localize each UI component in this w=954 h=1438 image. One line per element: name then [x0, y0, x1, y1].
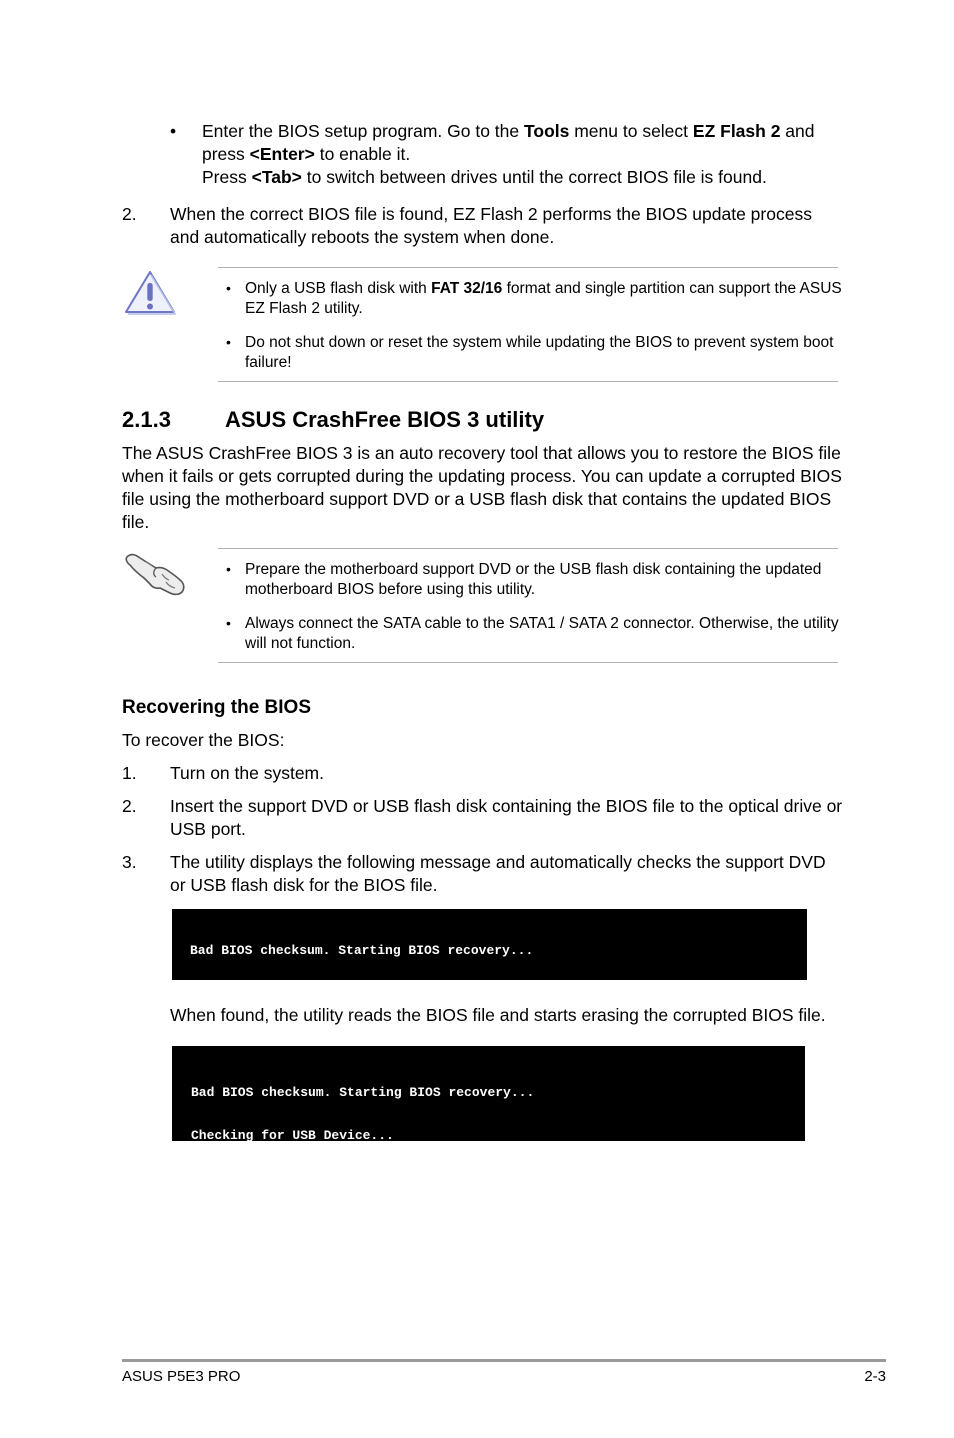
divider	[218, 381, 838, 382]
warning-text	[245, 279, 842, 299]
page-number: 2-3	[864, 1368, 886, 1385]
key-name: <Enter>	[249, 144, 315, 164]
warning-text: EZ Flash 2 utility.	[245, 300, 363, 317]
console-line: Bad BIOS checksum. Starting BIOS recovery...	[191, 1084, 535, 1100]
step-text: Turn on the system.	[170, 763, 324, 783]
intro-text: To recover the BIOS:	[122, 730, 285, 750]
console-line: USB Device found.	[191, 1171, 324, 1187]
step-text: and automatically reboots the system when done.	[170, 227, 555, 247]
text: and	[780, 121, 815, 141]
console-line: Reading file “P5E3PRO.ROM”. Completed.	[191, 1214, 488, 1230]
text: Press	[202, 167, 252, 187]
instruction-line	[202, 166, 767, 189]
step-text: The utility displays the following message and automatically checks the support DVD	[170, 852, 826, 872]
menu-name: Tools	[523, 121, 570, 141]
text: press	[202, 144, 250, 164]
text: menu to select	[569, 121, 693, 141]
utility-name: EZ Flash 2	[692, 121, 781, 141]
text: Only a USB flash disk with	[245, 280, 432, 297]
warning-text: failure!	[245, 354, 292, 371]
console-line: Checking for USB Device...	[191, 1128, 394, 1144]
bullet-marker: •	[226, 280, 231, 296]
bullet-marker: •	[226, 561, 231, 577]
paragraph-line: The ASUS CrashFree BIOS 3 is an auto recovery tool that allows you to restore the BIOS file	[122, 443, 841, 463]
console-line: Bad BIOS checksum. Starting BIOS recovery...	[190, 942, 534, 958]
step-number: 2.	[122, 204, 137, 224]
console-line: Checking for CD-ROM...	[190, 986, 362, 1002]
step-number: 2.	[122, 796, 137, 816]
subsection-heading: Recovering the BIOS	[122, 697, 311, 718]
note-text: motherboard BIOS before using this utility.	[245, 581, 536, 598]
console-output	[172, 1046, 805, 1273]
divider	[218, 662, 838, 663]
pointing-hand-icon	[122, 548, 188, 598]
step-number: 1.	[122, 763, 137, 783]
section-title: ASUS CrashFree BIOS 3 utility	[225, 407, 545, 432]
bullet-marker: •	[170, 121, 177, 141]
bullet-marker: •	[226, 615, 231, 631]
note-text: Prepare the motherboard support DVD or the USB flash disk containing the updated	[245, 561, 822, 578]
note-text: Always connect the SATA cable to the SATA1 / SATA 2 connector. Otherwise, the utility	[245, 615, 839, 632]
divider	[218, 548, 838, 549]
step-text: USB port.	[170, 819, 246, 839]
step-text: When the correct BIOS file is found, EZ Flash 2 performs the BIOS update process	[170, 204, 812, 224]
warning-icon	[122, 266, 178, 318]
text: format and single partition can support the ASUS	[502, 280, 842, 297]
warning-text: Do not shut down or reset the system while updating the BIOS to prevent system boot	[245, 334, 834, 351]
text: to enable it.	[314, 144, 411, 164]
text: Enter the BIOS setup program. Go to the	[202, 121, 524, 141]
step-text: Insert the support DVD or USB flash disk containing the BIOS file to the optical drive or	[170, 796, 843, 816]
paragraph-line: file.	[122, 512, 150, 532]
instruction-line	[202, 143, 410, 166]
key-name: <Tab>	[251, 167, 302, 187]
instruction-line	[202, 120, 815, 143]
footer-product: ASUS P5E3 PRO	[122, 1368, 241, 1385]
footer-rule	[122, 1359, 886, 1362]
note-text: will not function.	[245, 635, 356, 652]
console-line: Start Erasing...\	[191, 1257, 324, 1273]
paragraph-line: file using the motherboard support DVD or a USB flash disk that contains the updated BIOS	[122, 489, 832, 509]
step-text: or USB flash disk for the BIOS file.	[170, 875, 438, 895]
section-number: 2.1.3	[122, 407, 171, 432]
format-name: FAT 32/16	[431, 280, 503, 297]
paragraph-line: when it fails or gets corrupted during the updating process. You can update a corrupted BIOS	[122, 466, 842, 486]
step-text: When found, the utility reads the BIOS file and starts erasing the corrupted BIOS file.	[170, 1005, 826, 1025]
console-line: CD-ROM not found!	[190, 1029, 323, 1045]
divider	[218, 267, 838, 268]
step-number: 3.	[122, 852, 137, 872]
text: to switch between drives until the correct BIOS file is found.	[301, 167, 767, 187]
bullet-marker: •	[226, 334, 231, 350]
